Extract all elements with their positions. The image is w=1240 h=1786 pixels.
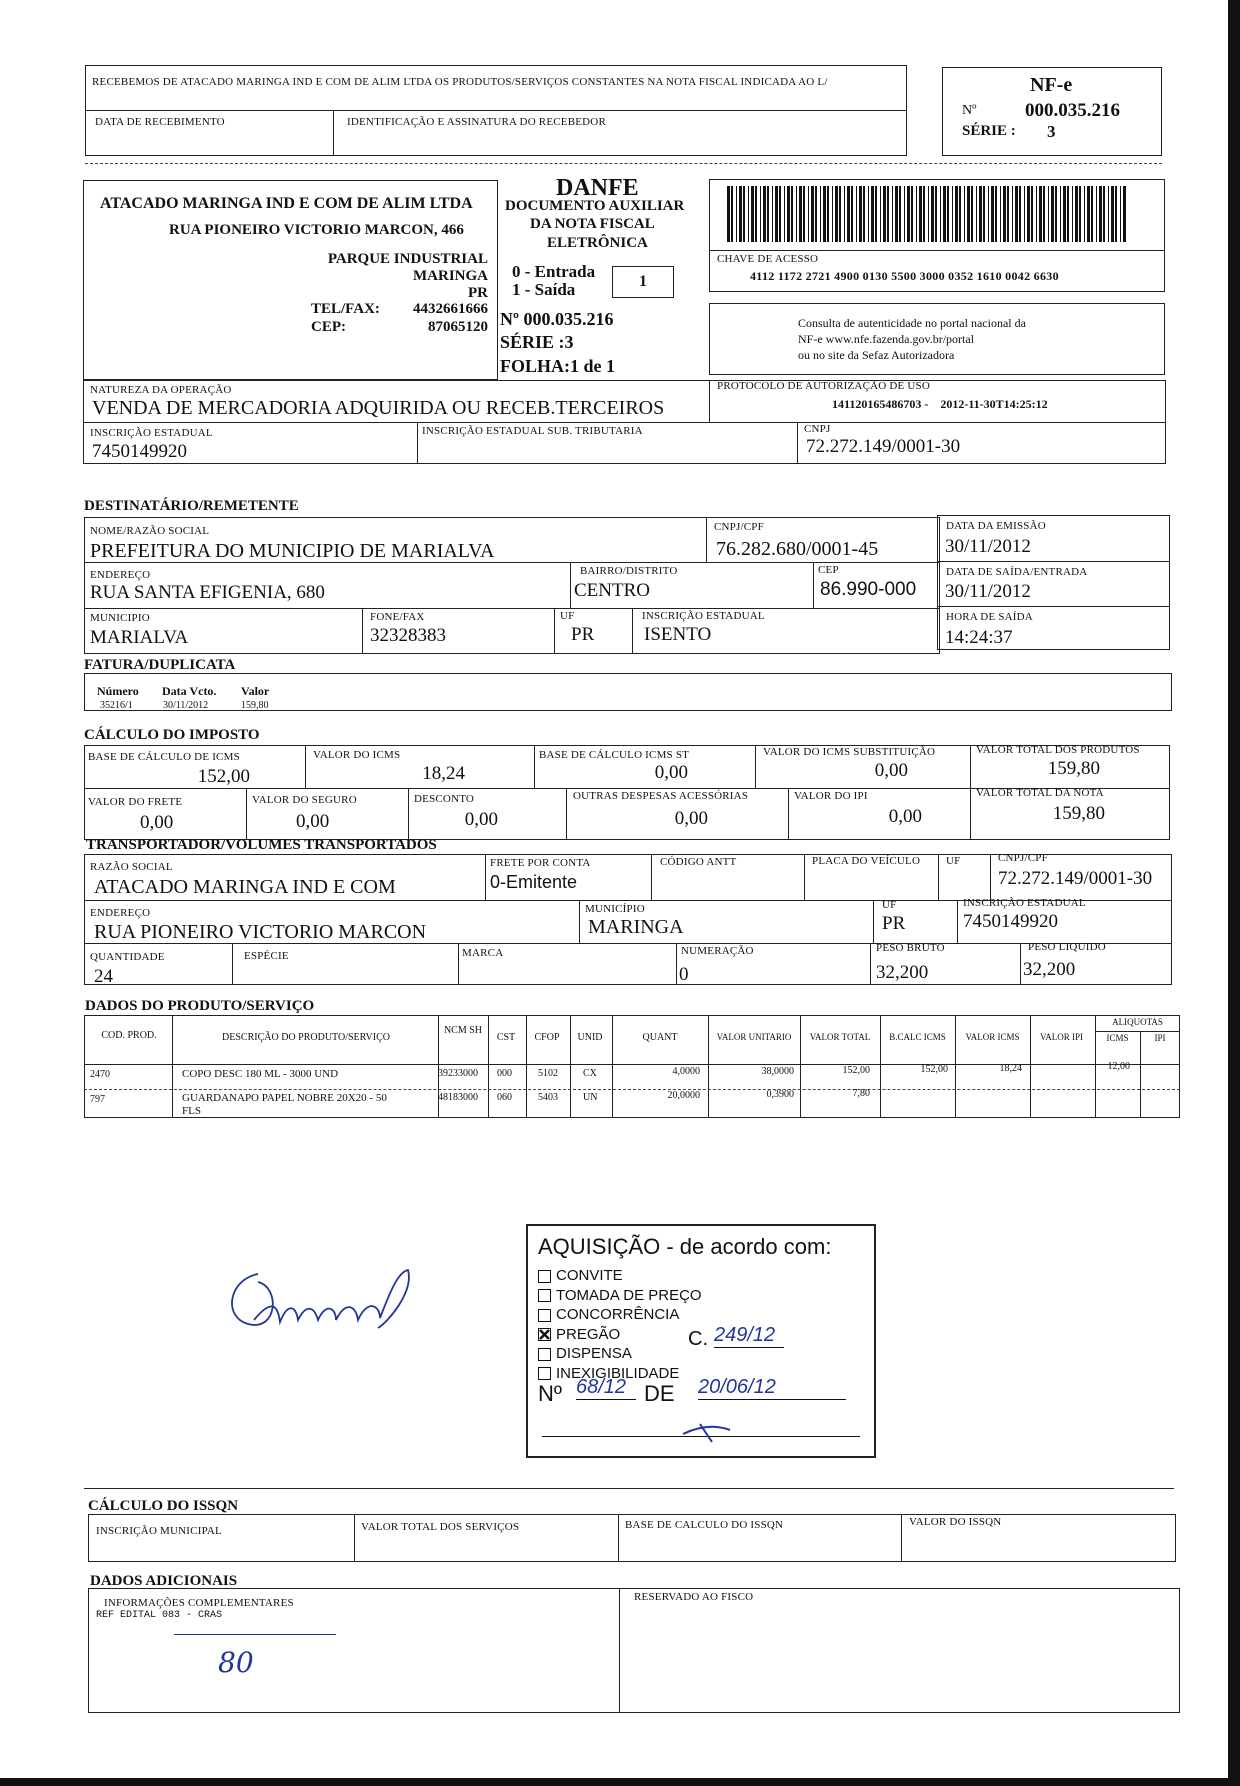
imp-base-st: 0,00: [654, 762, 688, 783]
transp-municipio-value: MARINGA: [588, 916, 684, 938]
consulta-line3: ou no site da Sefaz Autorizadora: [798, 348, 955, 362]
table-column-divider: [570, 1015, 571, 1118]
row1-vicms: 18,24: [999, 1063, 1022, 1074]
protocolo-label: PROTOCOLO DE AUTORIZAÇÃO DE USO: [717, 380, 930, 392]
col-vtotal-header: VALOR TOTAL: [809, 1032, 871, 1042]
stamp-option: PREGÃO: [538, 1325, 702, 1345]
stamp-options: [538, 1266, 702, 1383]
canhoto-num-value: 000.035.216: [1025, 100, 1120, 121]
table-column-divider: [708, 1015, 709, 1118]
emitente-city: MARINGA: [413, 268, 488, 284]
row2-cod: 797: [90, 1094, 105, 1105]
natureza-value: VENDA DE MERCADORIA ADQUIRIDA OU RECEB.TERCEIROS: [92, 397, 665, 419]
cnpj-value: 72.272.149/0001-30: [806, 436, 961, 457]
natureza-label: NATUREZA DA OPERAÇÃO: [90, 384, 232, 396]
col-cfop-header: CFOP: [534, 1032, 560, 1043]
danfe-saida: 1 - Saída: [512, 280, 576, 299]
cnpj-label: CNPJ: [804, 423, 831, 435]
dest-endereco-label: ENDEREÇO: [90, 569, 151, 581]
ie-label: INSCRIÇÃO ESTADUAL: [90, 427, 213, 439]
protocolo-value: 141120165486703 - 2012-11-30T14:25:12: [832, 397, 1048, 411]
col-cst-header: CST: [496, 1032, 516, 1043]
stamp-title: AQUISIÇÃO - de acordo com:: [538, 1234, 832, 1259]
row2-desc: GUARDANAPO PAPEL NOBRE 20X20 - 50: [182, 1092, 387, 1104]
imp-valor-icms-label: VALOR DO ICMS: [313, 749, 401, 761]
col-vunit-header: VALOR UNITARIO: [716, 1032, 792, 1042]
imp-total-prod: 159,80: [1047, 758, 1100, 779]
stamp-n-label: Nº: [538, 1381, 562, 1406]
adicionais-section-title: DADOS ADICIONAIS: [90, 1573, 238, 1589]
emitente-tel-label: TEL/FAX:: [311, 301, 380, 317]
destinatario-section-title: DESTINATÁRIO/REMETENTE: [84, 498, 299, 514]
transp-liquido-label: PESO LIQUIDO: [1028, 941, 1106, 953]
dest-ie-label: INSCRIÇÃO ESTADUAL: [642, 610, 765, 622]
transp-qtd-value: 24: [94, 966, 113, 987]
col-desc-header: DESCRIÇÃO DO PRODUTO/SERVIÇO: [222, 1032, 390, 1043]
transp-uf2-label: UF: [882, 899, 897, 911]
row1-vunit: 38,0000: [761, 1066, 794, 1077]
stamp-option: CONVITE: [538, 1266, 702, 1286]
row1-cfop: 5102: [538, 1068, 558, 1079]
fisco-label: RESERVADO AO FISCO: [634, 1591, 754, 1603]
checkbox-icon: [538, 1289, 551, 1302]
info-value: REF EDITAL 083 - CRAS: [96, 1610, 223, 1621]
transp-frete-label: FRETE POR CONTA: [490, 857, 591, 869]
emitente-street: RUA PIONEIRO VICTORIO MARCON, 466: [169, 222, 464, 238]
dest-municipio-value: MARIALVA: [90, 627, 189, 648]
row1-ncm: 39233000: [438, 1068, 478, 1079]
ie-value: 7450149920: [92, 441, 187, 462]
row1-aicms: 12,00: [1107, 1061, 1130, 1072]
col-aicms-header: ICMS: [1106, 1033, 1129, 1043]
transp-especie-label: ESPÉCIE: [244, 950, 289, 962]
canhoto-serie-value: 3: [1047, 122, 1056, 141]
dest-bairro-value: CENTRO: [574, 580, 650, 601]
dest-cep-value: 86.990-000: [820, 579, 917, 600]
danfe-line3: ELETRÔNICA: [547, 235, 648, 251]
fatura-vcto-label: Data Vcto.: [162, 684, 217, 698]
dest-fone-value: 32328383: [370, 625, 446, 646]
table-column-divider: [955, 1015, 956, 1118]
canhoto-signature-label: IDENTIFICAÇÃO E ASSINATURA DO RECEBEDOR: [347, 116, 606, 128]
table-column-divider: [612, 1015, 613, 1118]
stamp-n-value: 68/12: [576, 1376, 636, 1400]
fatura-vcto: 30/11/2012: [163, 700, 209, 711]
transp-ie-value: 7450149920: [963, 911, 1058, 932]
row1-desc: COPO DESC 180 ML - 3000 UND: [182, 1068, 339, 1080]
imp-outras: 0,00: [674, 808, 708, 829]
dest-endereco-value: RUA SANTA EFIGENIA, 680: [90, 582, 325, 603]
imp-total-prod-label: VALOR TOTAL DOS PRODUTOS: [976, 744, 1140, 756]
issqn-im-label: INSCRIÇÃO MUNICIPAL: [96, 1525, 222, 1537]
emitente-cep-value: 87065120: [428, 319, 488, 335]
dest-nome-value: PREFEITURA DO MUNICIPIO DE MARIALVA: [90, 540, 495, 562]
col-quant-header: QUANT: [642, 1032, 678, 1043]
stamp-option: TOMADA DE PREÇO: [538, 1286, 702, 1306]
barcode: [727, 186, 1131, 242]
transp-uf-label: UF: [946, 855, 961, 867]
imp-base-st-label: BASE DE CÁLCULO ICMS ST: [539, 749, 690, 761]
consulta-line2: NF-e www.nfe.fazenda.gov.br/portal: [798, 332, 975, 346]
danfe-tipo: 1: [612, 266, 674, 298]
danfe-title: DANFE: [556, 175, 639, 201]
checkbox-icon: [538, 1270, 551, 1283]
transp-cnpj-value: 72.272.149/0001-30: [998, 868, 1153, 889]
row1-quant: 4,0000: [672, 1066, 700, 1077]
danfe-numero: Nº 000.035.216: [500, 309, 614, 329]
imp-desconto-label: DESCONTO: [414, 793, 475, 805]
dest-municipio-label: MUNICIPIO: [90, 612, 150, 624]
fatura-valor: 159,80: [241, 700, 269, 711]
canhoto-num-label: Nº: [962, 103, 977, 118]
fatura-numero-label: Número: [97, 684, 139, 698]
dest-uf-value: PR: [571, 624, 595, 645]
dest-uf-label: UF: [560, 610, 575, 622]
stamp-option: CONCORRÊNCIA: [538, 1305, 702, 1325]
transp-uf2-value: PR: [882, 913, 906, 934]
row2-desc-cont: FLS: [182, 1105, 201, 1117]
dest-emissao-label: DATA DA EMISSÃO: [946, 520, 1046, 532]
col-bcalc-header: B.CALC ICMS: [889, 1032, 946, 1042]
imp-desconto: 0,00: [464, 809, 498, 830]
issqn-valor-label: VALOR DO ISSQN: [909, 1516, 1002, 1528]
stamp-de-value: 20/06/12: [698, 1376, 846, 1400]
col-unid-header: UNID: [577, 1032, 603, 1043]
issqn-serv-label: VALOR TOTAL DOS SERVIÇOS: [361, 1521, 520, 1533]
transp-municipio-label: MUNICÍPIO: [585, 903, 645, 915]
row2-ncm: 48183000: [438, 1092, 478, 1103]
chave-label: CHAVE DE ACESSO: [717, 253, 819, 265]
consulta-line1: Consulta de autenticidade no portal nacional da: [798, 316, 1026, 330]
transp-endereco-label: ENDEREÇO: [90, 907, 151, 919]
row2-cst: 060: [497, 1092, 512, 1103]
info-label: INFORMAÇÕES COMPLEMENTARES: [104, 1597, 294, 1609]
danfe-serie: SÉRIE :3: [500, 332, 574, 352]
checkbox-checked-icon: [538, 1328, 551, 1341]
transp-numeracao-label: NUMERAÇÃO: [681, 945, 754, 957]
transportador-section-title: TRANSPORTADOR/VOLUMES TRANSPORTADOS: [86, 837, 437, 853]
dest-nome-label: NOME/RAZÃO SOCIAL: [90, 525, 210, 537]
row2-cfop: 5403: [538, 1092, 558, 1103]
scan-edge-right: [1228, 0, 1240, 1786]
fatura-valor-label: Valor: [241, 684, 270, 698]
table-column-divider: [172, 1015, 173, 1118]
canhoto-receipt-text: RECEBEMOS DE ATACADO MARINGA IND E COM DE ALIM LTDA OS PRODUTOS/SERVIÇOS CONSTANTES NA NOTA FISCAL INDICADA AO L/: [92, 76, 828, 88]
fatura-section-title: FATURA/DUPLICATA: [84, 657, 236, 673]
canhoto-nfe-title: NF-e: [1030, 74, 1073, 96]
aquisicao-stamp: [526, 1224, 876, 1458]
dest-saida-value: 30/11/2012: [945, 581, 1031, 602]
row1-cod: 2470: [90, 1069, 110, 1080]
table-column-divider: [526, 1015, 527, 1118]
transp-numeracao-value: 0: [679, 964, 689, 985]
dest-cnpj-value: 76.282.680/0001-45: [716, 538, 879, 560]
imp-base-icms-label: BASE DE CÁLCULO DE ICMS: [88, 751, 240, 763]
row2-quant: 20,0000: [667, 1090, 700, 1101]
row1-bcalc: 152,00: [920, 1064, 948, 1075]
cut-line: [85, 163, 1162, 164]
canhoto-date-label: DATA DE RECEBIMENTO: [95, 116, 225, 128]
chave-value: 4112 1172 2721 4900 0130 5500 3000 0352 1610 0042 6630: [750, 269, 1059, 283]
col-vicms-header: VALOR ICMS: [965, 1032, 1020, 1042]
transp-marca-label: MARCA: [462, 947, 504, 959]
row2-vtotal: 7,80: [852, 1088, 870, 1099]
transp-frete-value: 0-Emitente: [490, 872, 578, 892]
imposto-section-title: CÁLCULO DO IMPOSTO: [84, 727, 260, 743]
fatura-numero: 35216/1: [100, 700, 133, 711]
imp-icms-sub: 0,00: [874, 760, 908, 781]
col-aipi-header: IPI: [1154, 1033, 1166, 1043]
dest-cnpj-label: CNPJ/CPF: [714, 521, 764, 533]
emitente-state: PR: [468, 285, 488, 301]
transp-liquido-value: 32,200: [1023, 959, 1076, 980]
row1-cst: 000: [497, 1068, 512, 1079]
stamp-option: INEXIGIBILIDADE: [538, 1364, 702, 1384]
canhoto-serie-label: SÉRIE :: [962, 123, 1016, 139]
col-cod-header: COD. PROD.: [101, 1030, 157, 1041]
dest-saida-label: DATA DE SAÍDA/ENTRADA: [946, 566, 1088, 578]
transp-razao-label: RAZÃO SOCIAL: [90, 861, 173, 873]
issqn-section-title: CÁLCULO DO ISSQN: [88, 1498, 239, 1514]
imp-valor-icms: 18,24: [422, 763, 465, 784]
handwritten-underline: [174, 1634, 336, 1635]
col-aliq-header: ALIQUOTAS: [1112, 1017, 1163, 1027]
iest-label: INSCRIÇÃO ESTADUAL SUB. TRIBUTARIA: [422, 425, 643, 437]
row2-vunit: 0,3900: [766, 1089, 794, 1100]
checkbox-icon: [538, 1348, 551, 1361]
transp-ie-label: INSCRIÇÃO ESTADUAL: [963, 897, 1086, 909]
transp-antt-label: CÓDIGO ANTT: [660, 856, 737, 868]
transp-bruto-value: 32,200: [876, 962, 929, 983]
handwritten-signature: [218, 1262, 438, 1342]
imp-frete: 0,00: [140, 812, 174, 833]
issqn-top-rule: [84, 1488, 1174, 1489]
emitente-tel-value: 4432661666: [413, 301, 488, 317]
checkbox-icon: [538, 1367, 551, 1380]
danfe-folha: FOLHA:1 de 1: [500, 356, 615, 376]
row1-unid: CX: [583, 1068, 597, 1079]
issqn-base-label: BASE DE CALCULO DO ISSQN: [625, 1519, 784, 1531]
dest-hora-label: HORA DE SAÍDA: [946, 611, 1033, 623]
danfe-entrada: 0 - Entrada: [512, 262, 596, 281]
table-column-divider: [1030, 1015, 1031, 1118]
imp-outras-label: OUTRAS DESPESAS ACESSÓRIAS: [573, 790, 749, 802]
dest-hora-value: 14:24:37: [945, 627, 1013, 648]
transp-cnpj-label: CNPJ/CPF: [998, 852, 1048, 864]
stamp-c-label: C.: [688, 1328, 708, 1350]
imp-icms-sub-label: VALOR DO ICMS SUBSTITUIÇÃO: [763, 746, 936, 758]
emitente-district: PARQUE INDUSTRIAL: [327, 251, 488, 267]
danfe-line1: DOCUMENTO AUXILIAR: [505, 198, 685, 214]
handwritten-note: 80: [218, 1646, 254, 1679]
dest-emissao-value: 30/11/2012: [945, 536, 1031, 557]
imp-seguro-label: VALOR DO SEGURO: [252, 794, 357, 806]
emitente-cep-label: CEP:: [311, 319, 346, 335]
dest-fone-label: FONE/FAX: [370, 611, 425, 623]
transp-placa-label: PLACA DO VEÍCULO: [812, 855, 921, 867]
table-column-divider: [1140, 1031, 1141, 1118]
row2-unid: UN: [583, 1092, 598, 1103]
checkbox-icon: [538, 1309, 551, 1322]
transp-bruto-label: PESO BRUTO: [876, 942, 945, 954]
imp-base-icms: 152,00: [197, 766, 250, 787]
emitente-name: ATACADO MARINGA IND E COM DE ALIM LTDA: [100, 195, 473, 212]
dest-cep-label: CEP: [818, 564, 839, 576]
stamp-c-value: 249/12: [714, 1324, 784, 1348]
imp-total-nota-label: VALOR TOTAL DA NOTA: [976, 787, 1104, 799]
col-vipi-header: VALOR IPI: [1039, 1032, 1084, 1042]
imp-ipi-label: VALOR DO IPI: [794, 790, 868, 802]
danfe-line2: DA NOTA FISCAL: [530, 216, 655, 232]
imp-ipi: 0,00: [888, 806, 922, 827]
imp-frete-label: VALOR DO FRETE: [88, 796, 183, 808]
row1-vtotal: 152,00: [842, 1065, 870, 1076]
transp-qtd-label: QUANTIDADE: [90, 951, 165, 963]
transp-endereco-value: RUA PIONEIRO VICTORIO MARCON: [94, 921, 427, 943]
stamp-signature-mark: [678, 1416, 738, 1446]
scan-edge-bottom: [0, 1778, 1240, 1786]
stamp-de-label: DE: [644, 1381, 675, 1406]
dest-bairro-label: BAIRRO/DISTRITO: [580, 565, 678, 577]
imp-total-nota: 159,80: [1052, 803, 1105, 824]
imp-seguro: 0,00: [296, 811, 330, 832]
produtos-section-title: DADOS DO PRODUTO/SERVIÇO: [85, 998, 315, 1014]
dest-ie-value: ISENTO: [644, 624, 712, 645]
table-column-divider: [488, 1015, 489, 1118]
stamp-option: DISPENSA: [538, 1344, 702, 1364]
transp-razao-value: ATACADO MARINGA IND E COM: [94, 876, 396, 898]
col-ncm-header: NCM SH: [443, 1025, 483, 1036]
